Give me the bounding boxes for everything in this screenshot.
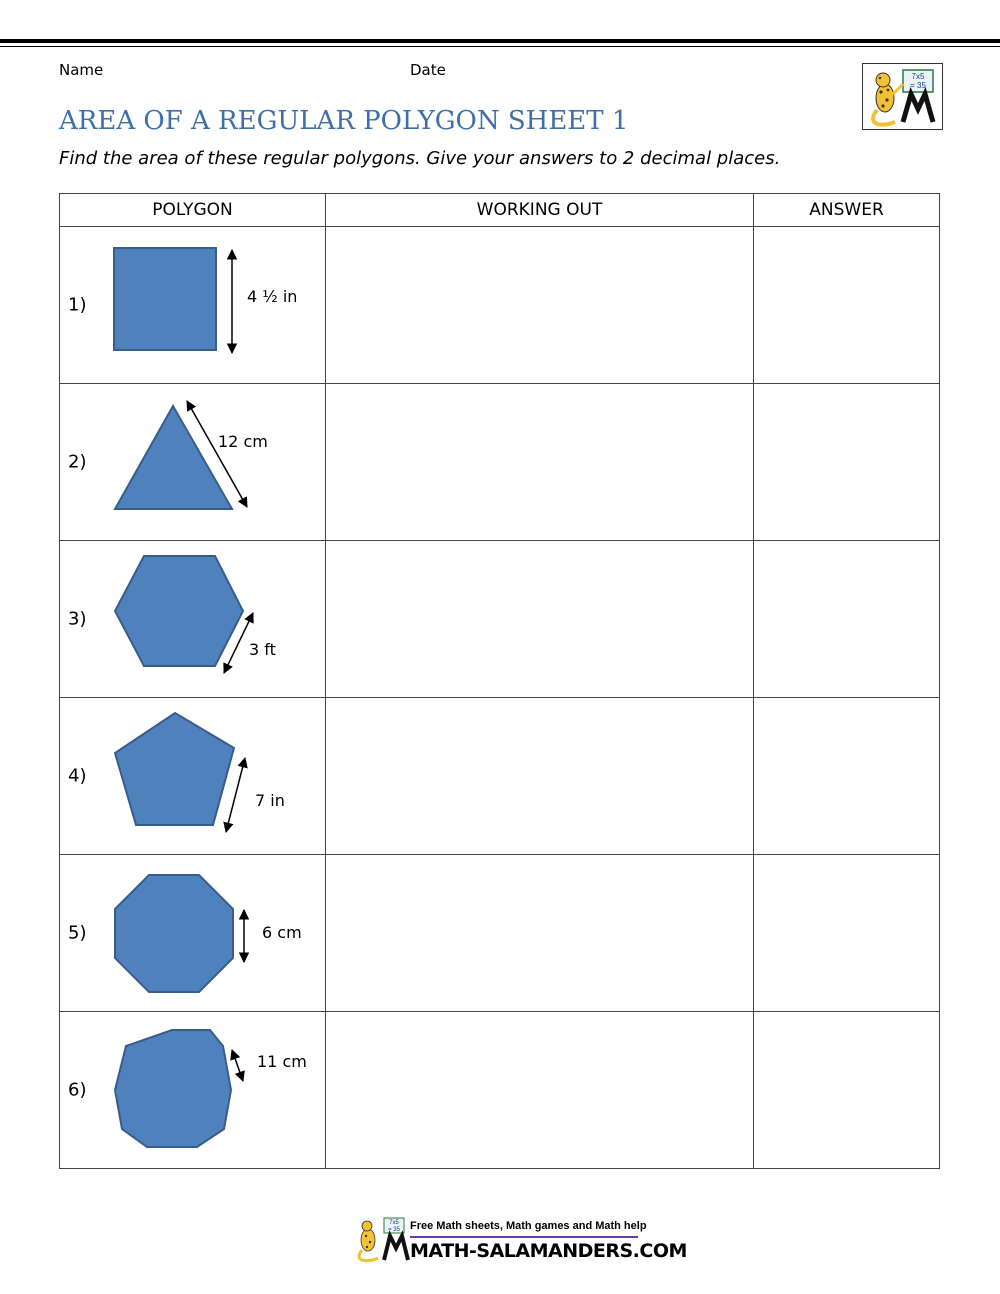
- hexagon-shape: [60, 541, 326, 697]
- polygon-cell: [60, 855, 326, 1012]
- date-label: Date: [410, 61, 446, 79]
- dimension-label: 4 ½ in: [247, 287, 298, 306]
- question-number: 6): [68, 1079, 87, 1101]
- pentagon-shape: [60, 698, 326, 854]
- question-number: 2): [68, 451, 87, 473]
- footer-divider: [410, 1236, 638, 1238]
- question-number: 1): [68, 294, 87, 316]
- table-header-row: [60, 194, 940, 227]
- table-row: [60, 1012, 940, 1169]
- header-answer: ANSWER: [754, 194, 940, 227]
- polygon-cell: [60, 541, 326, 698]
- polygon-cell: [60, 698, 326, 855]
- answer-cell[interactable]: [754, 541, 940, 698]
- answer-cell[interactable]: [754, 698, 940, 855]
- question-number: 3): [68, 608, 87, 630]
- footer-salamander-icon: [350, 1214, 410, 1264]
- answer-cell[interactable]: [754, 855, 940, 1012]
- header-rule-thick: [0, 39, 1000, 43]
- name-label: Name: [59, 61, 104, 79]
- table-row: [60, 384, 940, 541]
- dimension-label: 12 cm: [218, 432, 268, 451]
- answer-cell[interactable]: [754, 227, 940, 384]
- logo-board-top: 7x5: [911, 72, 925, 81]
- working-out-cell[interactable]: [326, 384, 754, 541]
- table-row: [60, 227, 940, 384]
- page-title: AREA OF A REGULAR POLYGON SHEET 1: [59, 106, 629, 136]
- table-row: [60, 855, 940, 1012]
- dimension-label: 3 ft: [249, 640, 276, 659]
- header-rule-thin: [0, 46, 1000, 47]
- table-row: [60, 698, 940, 855]
- nonagon-shape: [60, 1012, 326, 1168]
- dimension-label: 6 cm: [262, 923, 302, 942]
- dimension-label: 7 in: [255, 791, 285, 810]
- footer-logo-board-bottom: = 35: [388, 1227, 400, 1233]
- working-out-cell[interactable]: [326, 698, 754, 855]
- working-out-cell[interactable]: [326, 855, 754, 1012]
- polygon-cell: [60, 227, 326, 384]
- salamander-logo-icon: [863, 64, 942, 129]
- working-out-cell[interactable]: [326, 541, 754, 698]
- salamander-logo: [862, 63, 943, 130]
- footer-logo-board-top: 7x5: [389, 1220, 399, 1226]
- header-polygon: POLYGON: [60, 194, 326, 227]
- answer-cell[interactable]: [754, 384, 940, 541]
- dimension-label: 11 cm: [257, 1052, 307, 1071]
- logo-board-bottom: = 35: [910, 81, 926, 90]
- header-working-out: WORKING OUT: [326, 194, 754, 227]
- worksheet-table: [59, 193, 940, 1169]
- dimension-arrow: [232, 1050, 243, 1081]
- working-out-cell[interactable]: [326, 1012, 754, 1169]
- polygon-cell: [60, 1012, 326, 1169]
- footer-tagline: Free Math sheets, Math games and Math help: [410, 1220, 647, 1232]
- question-number: 5): [68, 922, 87, 944]
- table-row: [60, 541, 940, 698]
- working-out-cell[interactable]: [326, 227, 754, 384]
- instructions: Find the area of these regular polygons. Give your answers to 2 decimal places.: [59, 148, 781, 169]
- question-number: 4): [68, 765, 87, 787]
- footer-site-link[interactable]: MATH-SALAMANDERS.COM: [410, 1240, 687, 1262]
- triangle-shape: [60, 384, 326, 540]
- polygon-cell: [60, 384, 326, 541]
- answer-cell[interactable]: [754, 1012, 940, 1169]
